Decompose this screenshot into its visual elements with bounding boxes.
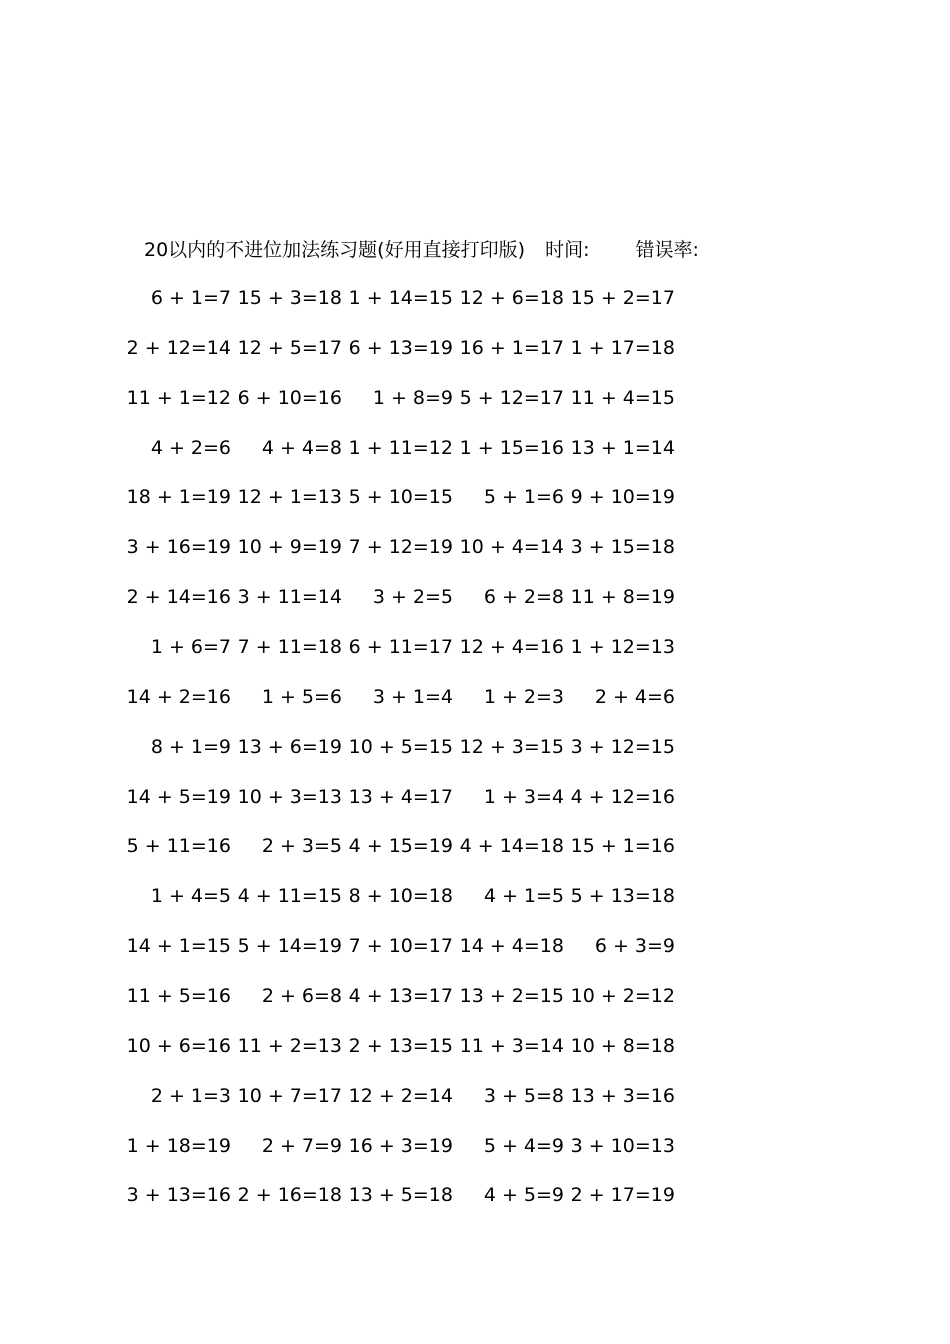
addition-problem: 2 + 7=9 (261, 1134, 342, 1157)
addition-problem: 11 + 3=14 (459, 1034, 564, 1057)
addition-problem: 5 + 11=16 (126, 835, 231, 858)
addition-problem: 1 + 14=15 (348, 287, 453, 309)
addition-problem: 6 + 11=17 (348, 636, 453, 659)
worksheet-header (144, 234, 699, 266)
addition-problem: 5 + 14=19 (237, 935, 342, 958)
time-label: 时间: (545, 239, 590, 261)
addition-problem: 7 + 10=17 (348, 935, 453, 958)
addition-problem: 12 + 6=18 (459, 287, 564, 309)
addition-problem: 3 + 13=16 (126, 1184, 231, 1207)
addition-problem: 2 + 1=3 (150, 1084, 231, 1107)
problem-row (0, 531, 950, 581)
problem-row (0, 432, 950, 482)
addition-problem: 12 + 3=15 (459, 735, 564, 758)
addition-problem: 5 + 13=18 (570, 885, 675, 908)
addition-problem: 5 + 1=6 (483, 486, 564, 509)
addition-problem: 14 + 4=18 (459, 935, 564, 958)
addition-problem: 13 + 4=17 (348, 785, 453, 808)
problem-row (0, 332, 950, 382)
addition-problem: 1 + 5=6 (261, 685, 342, 708)
addition-problem: 2 + 3=5 (261, 835, 342, 858)
addition-problem: 1 + 2=3 (483, 685, 564, 708)
addition-problem: 5 + 10=15 (348, 486, 453, 509)
addition-problem: 4 + 4=8 (261, 436, 342, 459)
addition-problem: 1 + 12=13 (570, 636, 675, 659)
addition-problem: 11 + 2=13 (237, 1034, 342, 1057)
addition-problem: 10 + 3=13 (237, 785, 342, 808)
addition-problem: 12 + 1=13 (237, 486, 342, 509)
addition-problem: 15 + 1=16 (570, 835, 675, 858)
addition-problem: 10 + 6=16 (126, 1034, 231, 1057)
addition-problem: 10 + 5=15 (348, 735, 453, 758)
addition-problem: 9 + 10=19 (570, 486, 675, 509)
addition-problem: 4 + 12=16 (570, 785, 675, 808)
addition-problem: 1 + 3=4 (483, 785, 564, 808)
addition-problem: 8 + 1=9 (150, 735, 231, 758)
addition-problem: 4 + 2=6 (150, 436, 231, 459)
addition-problem: 12 + 2=14 (348, 1084, 453, 1107)
addition-problem: 4 + 1=5 (483, 885, 564, 908)
problem-row (0, 980, 950, 1030)
error-rate-label: 错误率: (635, 239, 699, 261)
addition-problem: 14 + 1=15 (126, 935, 231, 958)
addition-problem: 3 + 16=19 (126, 536, 231, 559)
addition-problem: 1 + 18=19 (126, 1134, 231, 1157)
problem-row (0, 1179, 950, 1229)
addition-problem: 6 + 1=7 (150, 287, 231, 309)
addition-problem: 2 + 13=15 (348, 1034, 453, 1057)
addition-problem: 11 + 5=16 (126, 985, 231, 1008)
addition-problem: 1 + 17=18 (570, 336, 675, 359)
addition-problem: 14 + 2=16 (126, 685, 231, 708)
addition-problem: 2 + 4=6 (594, 685, 675, 708)
addition-problem: 10 + 9=19 (237, 536, 342, 559)
addition-problem: 10 + 2=12 (570, 985, 675, 1008)
problem-row (0, 631, 950, 681)
addition-problem: 11 + 8=19 (570, 586, 675, 609)
addition-problem: 3 + 1=4 (372, 685, 453, 708)
addition-problem: 2 + 16=18 (237, 1184, 342, 1207)
addition-problem: 10 + 7=17 (237, 1084, 342, 1107)
addition-problem: 16 + 1=17 (459, 336, 564, 359)
addition-problem: 13 + 1=14 (570, 436, 675, 459)
addition-problem: 13 + 5=18 (348, 1184, 453, 1207)
addition-problem: 7 + 12=19 (348, 536, 453, 559)
addition-problem: 4 + 5=9 (483, 1184, 564, 1207)
worksheet-title: 20以内的不进位加法练习题(好用直接打印版) (144, 239, 526, 261)
problem-row (0, 282, 950, 332)
problem-row (0, 930, 950, 980)
addition-problem: 11 + 1=12 (126, 386, 231, 409)
addition-problem: 2 + 17=19 (570, 1184, 675, 1207)
addition-problem: 1 + 8=9 (372, 386, 453, 409)
addition-problem: 6 + 13=19 (348, 336, 453, 359)
problem-row (0, 382, 950, 432)
addition-problem: 13 + 3=16 (570, 1084, 675, 1107)
addition-problem: 15 + 3=18 (237, 287, 342, 309)
addition-problem: 2 + 14=16 (126, 586, 231, 609)
problem-row (0, 1080, 950, 1130)
problem-row (0, 581, 950, 631)
addition-problem: 5 + 4=9 (483, 1134, 564, 1157)
addition-problem: 1 + 15=16 (459, 436, 564, 459)
addition-problem: 3 + 5=8 (483, 1084, 564, 1107)
addition-problem: 2 + 12=14 (126, 336, 231, 359)
addition-problem: 4 + 11=15 (237, 885, 342, 908)
addition-problem: 15 + 2=17 (570, 287, 675, 309)
problem-row (0, 481, 950, 531)
addition-problem: 4 + 13=17 (348, 985, 453, 1008)
addition-problem: 5 + 12=17 (459, 386, 564, 409)
addition-problem: 11 + 4=15 (570, 386, 675, 409)
addition-problem: 1 + 11=12 (348, 436, 453, 459)
problem-row (0, 830, 950, 880)
problem-row (0, 1030, 950, 1080)
problem-row (0, 681, 950, 731)
addition-problem: 6 + 10=16 (237, 386, 342, 409)
addition-problem: 6 + 3=9 (594, 935, 675, 958)
addition-problem: 3 + 12=15 (570, 735, 675, 758)
addition-problem: 16 + 3=19 (348, 1134, 453, 1157)
problem-row (0, 731, 950, 781)
addition-problem: 18 + 1=19 (126, 486, 231, 509)
addition-problem: 10 + 4=14 (459, 536, 564, 559)
addition-problem: 8 + 10=18 (348, 885, 453, 908)
addition-problem: 13 + 6=19 (237, 735, 342, 758)
addition-problem: 6 + 2=8 (483, 586, 564, 609)
problem-row (0, 880, 950, 930)
addition-problem: 12 + 4=16 (459, 636, 564, 659)
problem-row (0, 781, 950, 831)
addition-problem: 10 + 8=18 (570, 1034, 675, 1057)
addition-problem: 4 + 14=18 (459, 835, 564, 858)
addition-problem: 3 + 10=13 (570, 1134, 675, 1157)
addition-problem: 1 + 6=7 (150, 636, 231, 659)
addition-problem: 7 + 11=18 (237, 636, 342, 659)
addition-problem: 1 + 4=5 (150, 885, 231, 908)
problem-row (0, 1130, 950, 1180)
addition-problem: 3 + 15=18 (570, 536, 675, 559)
addition-problem: 2 + 6=8 (261, 985, 342, 1008)
addition-problem: 3 + 11=14 (237, 586, 342, 609)
addition-problem: 13 + 2=15 (459, 985, 564, 1008)
addition-problem: 14 + 5=19 (126, 785, 231, 808)
addition-problem: 12 + 5=17 (237, 336, 342, 359)
addition-problem: 4 + 15=19 (348, 835, 453, 858)
problem-grid (0, 282, 950, 1229)
addition-problem: 3 + 2=5 (372, 586, 453, 609)
